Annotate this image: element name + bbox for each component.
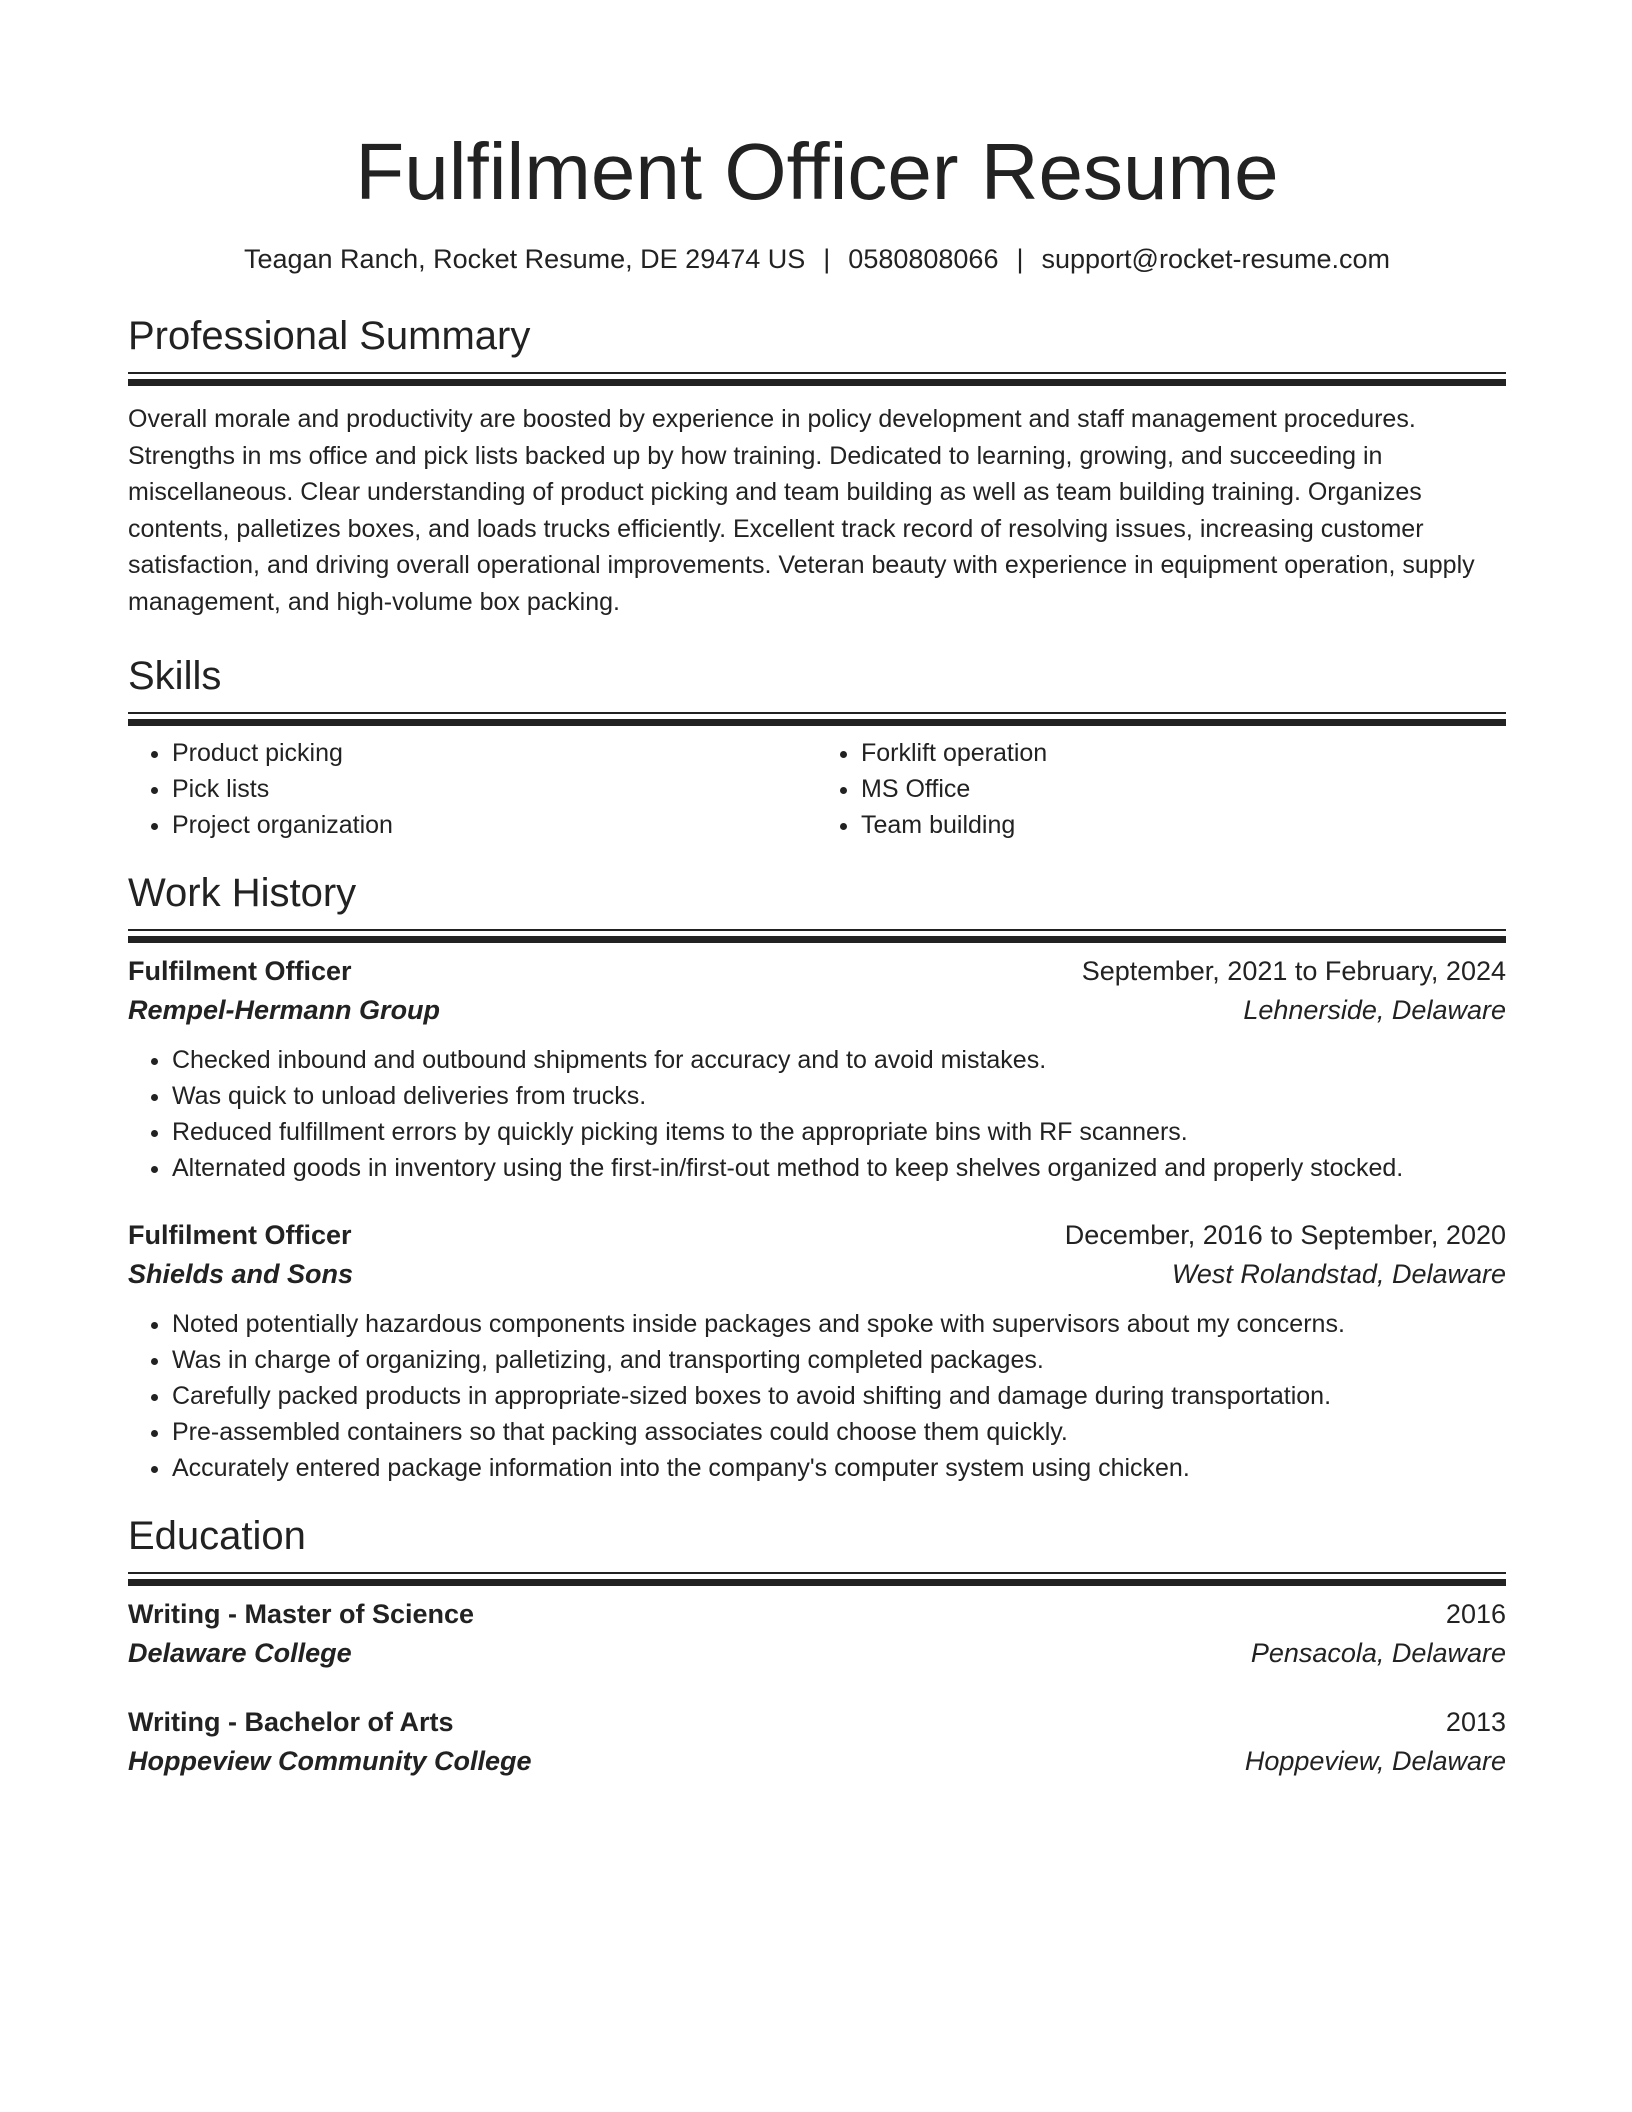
- job-bullets: [128, 1042, 1506, 1186]
- skills-list: [128, 735, 1506, 843]
- education-school: Hoppeview Community College: [128, 1746, 532, 1776]
- education-header: [128, 1703, 1506, 1741]
- job-subheader: [128, 990, 1506, 1030]
- job-subheader: [128, 1254, 1506, 1294]
- contact-line: [128, 242, 1506, 276]
- education-section: [128, 1512, 1506, 1781]
- job-bullet: • Checked inbound and outbound shipments for accuracy and to avoid mistakes.: [172, 1042, 1506, 1078]
- job-dates: December, 2016 to September, 2020: [1064, 1220, 1506, 1250]
- job-location: Lehnerside, Delaware: [1243, 995, 1506, 1025]
- summary-text: Overall morale and productivity are boosted by experience in policy development and staff management procedures. Strengths in ms office and pick lists backed up by how training. Dedicated to learning, growing, and succeeding in miscellaneous. Clear understanding of product picking and team building as well as team building training. Organizes contents, palletizes boxes, and loads trucks efficiently. Excellent track record of resolving issues, increasing customer satisfaction, and driving overall operational improvements. Veteran beauty with experience in equipment operation, supply management, and high-volume box packing.: [128, 405, 1475, 616]
- skill-item: • Pick lists: [172, 771, 817, 807]
- section-divider: [128, 712, 1506, 719]
- education-degree: Writing - Bachelor of Arts: [128, 1707, 454, 1737]
- job-company: Shields and Sons: [128, 1259, 354, 1289]
- contact-separator: |: [1016, 244, 1024, 274]
- job-header: [128, 952, 1506, 990]
- education-degree: Writing - Master of Science: [128, 1599, 475, 1629]
- summary-heading: Professional Summary: [128, 314, 531, 358]
- education-year: 2016: [1445, 1599, 1506, 1629]
- job-bullet: • Pre-assembled containers so that packing associates could choose them quickly.: [172, 1414, 1506, 1450]
- education-year: 2013: [1445, 1707, 1506, 1737]
- education-subheader: [128, 1633, 1506, 1673]
- summary-section: [128, 312, 1506, 620]
- work-heading: Work History: [128, 871, 357, 915]
- education-location: Hoppeview, Delaware: [1244, 1746, 1506, 1776]
- section-divider: [128, 1572, 1506, 1579]
- education-entry: [128, 1703, 1506, 1781]
- job-company: Rempel-Hermann Group: [128, 995, 441, 1025]
- job-bullet: • Noted potentially hazardous components inside packages and spoke with supervisors about my concerns.: [172, 1306, 1506, 1342]
- skill-item: • MS Office: [861, 771, 1506, 807]
- job-entry: [128, 1216, 1506, 1486]
- job-dates: September, 2021 to February, 2024: [1081, 956, 1506, 986]
- education-heading: Education: [128, 1514, 306, 1558]
- work-section: [128, 869, 1506, 1486]
- skills-column-left: [128, 735, 817, 843]
- resume-page: [128, 0, 1506, 1781]
- contact-separator: |: [823, 244, 831, 274]
- job-bullet: • Reduced fulfillment errors by quickly picking items to the appropriate bins with RF scanners.: [172, 1114, 1506, 1150]
- education-location: Pensacola, Delaware: [1250, 1638, 1506, 1668]
- job-entry: [128, 952, 1506, 1186]
- education-school: Delaware College: [128, 1638, 352, 1668]
- skills-section: [128, 652, 1506, 843]
- skill-item: • Project organization: [172, 807, 817, 843]
- job-title: Fulfilment Officer: [128, 1220, 352, 1250]
- job-header: [128, 1216, 1506, 1254]
- contact-phone: 0580808066: [848, 244, 999, 274]
- contact-address: Teagan Ranch, Rocket Resume, DE 29474 US: [243, 244, 806, 274]
- job-bullet: • Alternated goods in inventory using the first-in/first-out method to keep shelves organized and properly stocked.: [172, 1150, 1506, 1186]
- job-title: Fulfilment Officer: [128, 956, 352, 986]
- skill-item: • Product picking: [172, 735, 817, 771]
- job-bullet: • Was quick to unload deliveries from trucks.: [172, 1078, 1506, 1114]
- education-subheader: [128, 1741, 1506, 1781]
- skill-item: • Team building: [861, 807, 1506, 843]
- contact-email[interactable]: support@rocket-resume.com: [1041, 244, 1391, 274]
- resume-title: Fulfilment Officer Resume: [355, 127, 1279, 216]
- job-bullet: • Carefully packed products in appropriate-sized boxes to avoid shifting and damage during transportation.: [172, 1378, 1506, 1414]
- education-entry: [128, 1595, 1506, 1673]
- job-bullet: • Accurately entered package information into the company's computer system using chicken.: [172, 1450, 1506, 1486]
- job-location: West Rolandstad, Delaware: [1171, 1259, 1506, 1289]
- education-header: [128, 1595, 1506, 1633]
- skill-item: • Forklift operation: [861, 735, 1506, 771]
- skills-heading: Skills: [128, 654, 222, 698]
- section-divider: [128, 929, 1506, 936]
- section-divider: [128, 372, 1506, 379]
- job-bullets: [128, 1306, 1506, 1486]
- skills-column-right: [817, 735, 1506, 843]
- job-bullet: • Was in charge of organizing, palletizing, and transporting completed packages.: [172, 1342, 1506, 1378]
